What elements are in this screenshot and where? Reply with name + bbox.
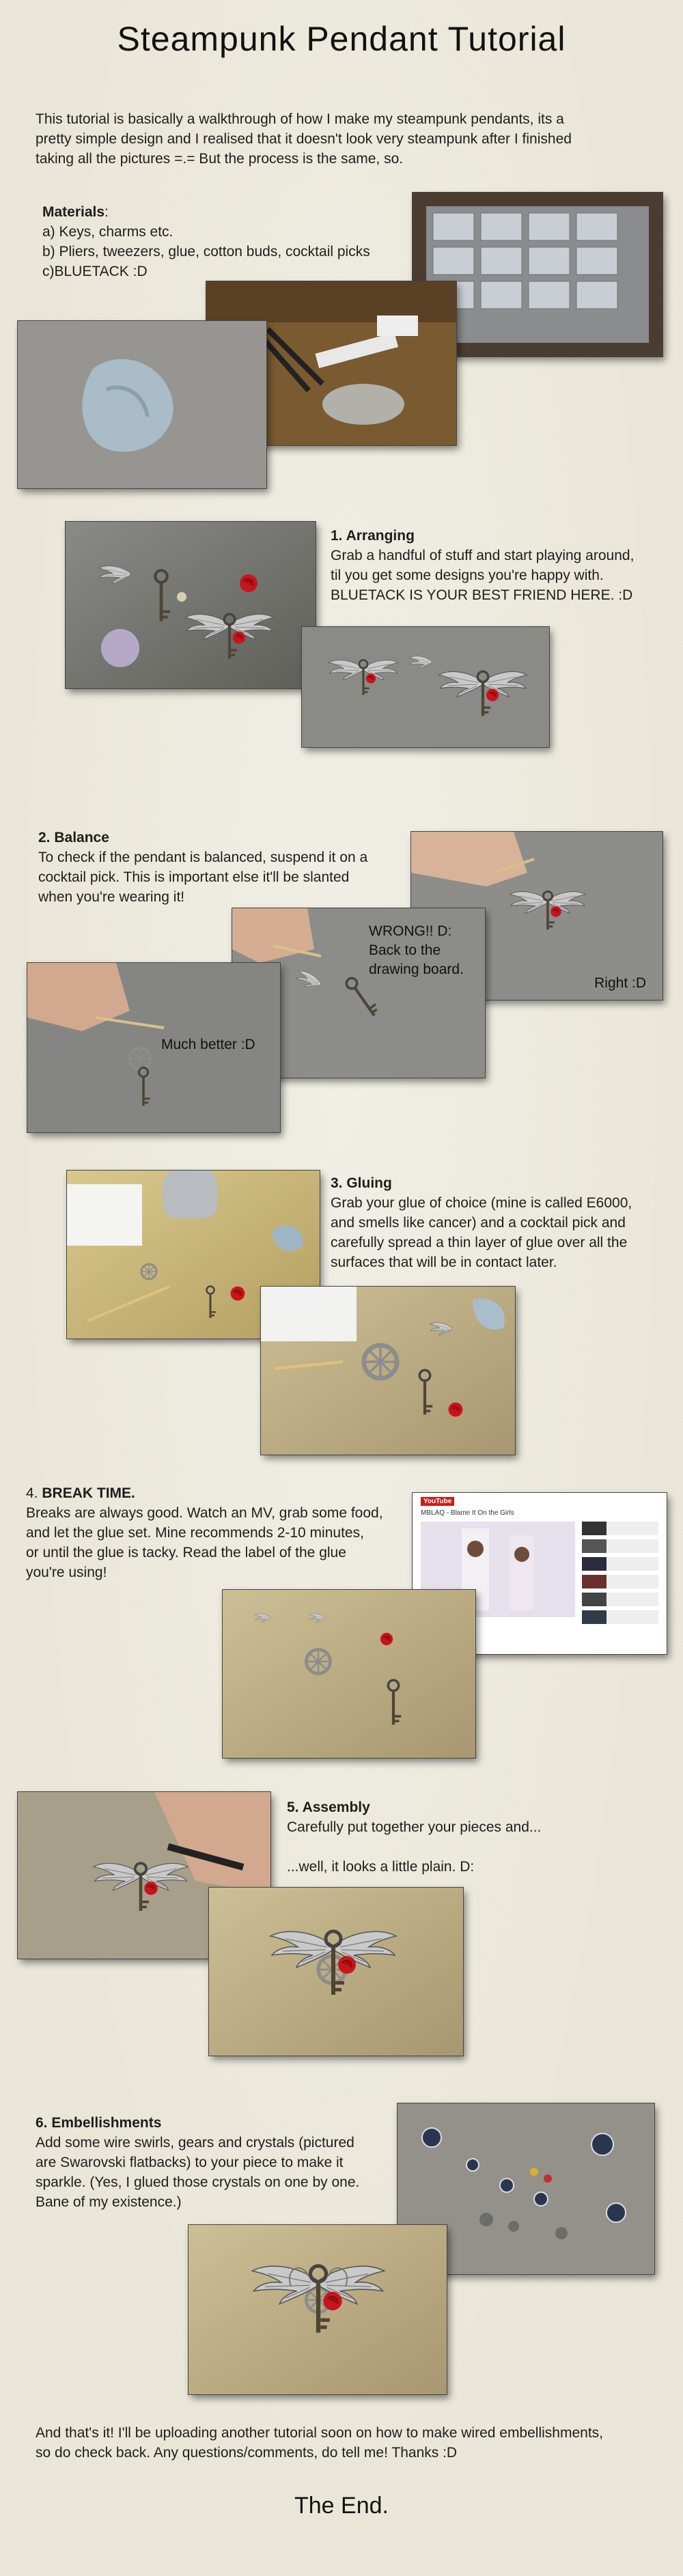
step-heading: 2. Balance: [38, 830, 109, 845]
step-line: Breaks are always good. Watch an MV, grab some food,: [26, 1505, 383, 1521]
caption-right: Right :D: [594, 975, 646, 991]
materials-list: Materials: a) Keys, charms etc. b) Pliers, tweezers, glue, cotton buds, cocktail picks c)BLUETACK :D: [42, 202, 370, 281]
step-line: carefully spread a thin layer of glue over all the: [331, 1235, 628, 1250]
step-line: Grab a handful of stuff and start playing around,: [331, 548, 635, 563]
step-heading: 5. Assembly: [287, 1800, 370, 1815]
intro-paragraph: [36, 109, 572, 169]
step-line: Bane of my existence.): [36, 2194, 182, 2210]
intro-line: This tutorial is basically a walkthrough of how I make my steampunk pendants, its a: [36, 111, 564, 127]
caption-wrong: WRONG!! D: Back to the drawing board.: [369, 923, 464, 977]
photo-balance-better: [27, 963, 280, 1132]
step-line: and smells like cancer) and a cocktail pick and: [331, 1215, 626, 1231]
step-2-text: [38, 828, 367, 907]
step-line: you're using!: [26, 1565, 107, 1580]
step-1-text: [331, 526, 634, 605]
intro-line: taking all the pictures =.= But the process is the same, so.: [36, 151, 404, 167]
materials-heading: Materials: [42, 204, 105, 220]
outro-line: so do check back. Any questions/comments, do tell me! Thanks :D: [36, 2445, 458, 2461]
page-title: Steampunk Pendant Tutorial: [117, 20, 566, 58]
step-heading: 1. Arranging: [331, 528, 415, 544]
photo-arranging-pieces: [66, 522, 316, 688]
video-title: MBLAQ - Blame It On the Girls: [421, 1509, 514, 1517]
step-line: and let the glue set. Mine recommends 2-10 minutes,: [26, 1525, 364, 1541]
related-videos: [582, 1522, 658, 1624]
step-line: ...well, it looks a little plain. D:: [287, 1859, 475, 1875]
caption-better: Much better :D: [161, 1037, 255, 1052]
step-6-text: [36, 2113, 359, 2212]
materials-item: c)BLUETACK :D: [42, 264, 148, 279]
step-line: surfaces that will be in contact later.: [331, 1255, 557, 1270]
step-line: til you get some designs you're happy with.: [331, 568, 604, 583]
outro-paragraph: [36, 2423, 603, 2463]
step-line: are Swarovski flatbacks) to your piece to make it: [36, 2155, 344, 2170]
step-4-text: 4. BREAK TIME. Breaks are always good. Watch an MV, grab some food, and let the glue set. Mine recommends 2-10 minutes, or until the glue is tacky. Read the label of the glue you're using!: [26, 1483, 383, 1582]
step-line: To check if the pendant is balanced, suspend it on a: [38, 850, 368, 865]
materials-item: a) Keys, charms etc.: [42, 224, 173, 240]
photo-bluetack: [18, 321, 266, 488]
step-heading: 3. Gluing: [331, 1175, 392, 1191]
step-line: Grab your glue of choice (mine is called E6000,: [331, 1195, 632, 1211]
photo-embellished-pendant: [189, 2225, 447, 2394]
photo-arranged-designs: [302, 627, 549, 747]
step-line: when you're wearing it!: [38, 889, 185, 905]
photo-assembled-plain: [209, 1888, 463, 2056]
step-line: Carefully put together your pieces and...: [287, 1819, 542, 1835]
outro-line: And that's it! I'll be uploading another tutorial soon on how to make wired embellishments,: [36, 2425, 603, 2441]
step-line: BLUETACK IS YOUR BEST FRIEND HERE. :D: [331, 587, 633, 603]
step-line: Add some wire swirls, gears and crystals (pictured: [36, 2135, 354, 2151]
step-line: or until the glue is tacky. Read the label of the glue: [26, 1545, 346, 1560]
youtube-logo: YouTube: [421, 1497, 454, 1506]
step-line: cocktail pick. This is important else it'll be slanted: [38, 869, 350, 885]
materials-item: b) Pliers, tweezers, glue, cotton buds, cocktail picks: [42, 244, 370, 260]
step-heading: BREAK TIME.: [42, 1485, 135, 1501]
end-text: The End.: [294, 2493, 389, 2519]
intro-line: pretty simple design and I realised that it doesn't look very steampunk after I finished: [36, 131, 572, 147]
photo-gluing-pieces: [261, 1287, 515, 1455]
step-line: sparkle. (Yes, I glued those crystals on one by one.: [36, 2174, 360, 2190]
step-heading: 6. Embellishments: [36, 2115, 162, 2131]
photo-glue-setting: [223, 1590, 475, 1758]
step-5-text: [287, 1797, 541, 1877]
step-3-text: [331, 1173, 632, 1272]
step-line: [287, 1837, 541, 1857]
